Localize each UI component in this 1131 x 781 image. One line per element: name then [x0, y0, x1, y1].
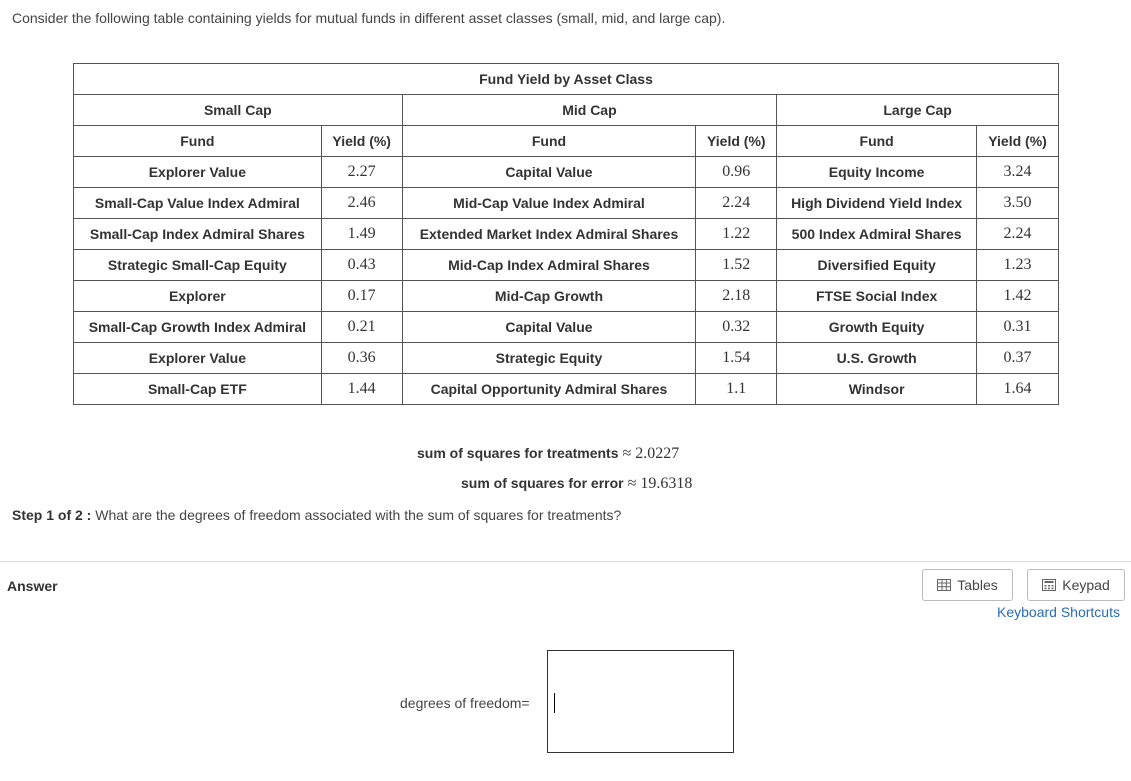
- sst-label: sum of squares for treatments: [417, 445, 619, 461]
- degrees-of-freedom-input[interactable]: [547, 650, 734, 753]
- group-header-mid-cap: Mid Cap: [402, 95, 777, 126]
- mid-cap-yield: 1.54: [696, 343, 777, 374]
- section-divider: [0, 561, 1131, 562]
- sst-statement: [417, 445, 679, 463]
- mid-cap-fund: Capital Opportunity Admiral Shares: [402, 374, 696, 405]
- large-cap-yield: 3.50: [977, 188, 1059, 219]
- large-cap-fund: High Dividend Yield Index: [777, 188, 977, 219]
- mid-cap-fund: Mid-Cap Value Index Admiral: [402, 188, 696, 219]
- small-cap-fund: Small-Cap ETF: [74, 374, 322, 405]
- degrees-of-freedom-label: degrees of freedom=: [400, 695, 530, 711]
- tables-button-label: Tables: [957, 577, 998, 593]
- large-cap-fund: 500 Index Admiral Shares: [777, 219, 977, 250]
- mid-cap-yield: 0.32: [696, 312, 777, 343]
- small-cap-yield: 0.43: [321, 250, 402, 281]
- mid-cap-yield: 2.24: [696, 188, 777, 219]
- step-prompt: [12, 507, 621, 523]
- small-cap-yield: 2.46: [321, 188, 402, 219]
- large-cap-yield: 2.24: [977, 219, 1059, 250]
- table-title: Fund Yield by Asset Class: [74, 64, 1059, 95]
- column-header-yield: Yield (%): [321, 126, 402, 157]
- table-row: [74, 281, 1059, 312]
- group-header-small-cap: Small Cap: [74, 95, 403, 126]
- mid-cap-fund: Strategic Equity: [402, 343, 696, 374]
- keypad-button-label: Keypad: [1062, 577, 1110, 593]
- mid-cap-yield: 1.22: [696, 219, 777, 250]
- mid-cap-fund: Capital Value: [402, 312, 696, 343]
- mid-cap-fund: Mid-Cap Growth: [402, 281, 696, 312]
- table-grid-icon: [937, 579, 951, 591]
- large-cap-yield: 1.23: [977, 250, 1059, 281]
- small-cap-fund: Small-Cap Value Index Admiral: [74, 188, 322, 219]
- mid-cap-fund: Extended Market Index Admiral Shares: [402, 219, 696, 250]
- table-row: [74, 374, 1059, 405]
- keyboard-shortcuts-link[interactable]: Keyboard Shortcuts: [997, 604, 1120, 620]
- column-header-fund: Fund: [74, 126, 322, 157]
- table-row: [74, 343, 1059, 374]
- large-cap-yield: 1.42: [977, 281, 1059, 312]
- table-row: [74, 157, 1059, 188]
- mid-cap-yield: 2.18: [696, 281, 777, 312]
- small-cap-fund: Small-Cap Index Admiral Shares: [74, 219, 322, 250]
- mid-cap-fund: Mid-Cap Index Admiral Shares: [402, 250, 696, 281]
- step-question: What are the degrees of freedom associated with the sum of squares for treatments?: [95, 507, 622, 523]
- column-header-yield: Yield (%): [696, 126, 777, 157]
- sst-value: ≈ 2.0227: [622, 445, 680, 462]
- small-cap-yield: 2.27: [321, 157, 402, 188]
- table-row: [74, 219, 1059, 250]
- question-text: Consider the following table containing yields for mutual funds in different asset classes (small, mid, and large cap).: [12, 10, 726, 26]
- small-cap-yield: 1.49: [321, 219, 402, 250]
- mid-cap-yield: 1.1: [696, 374, 777, 405]
- large-cap-fund: U.S. Growth: [777, 343, 977, 374]
- small-cap-fund: Explorer Value: [74, 343, 322, 374]
- text-caret: [554, 693, 555, 713]
- sse-label: sum of squares for error: [461, 475, 624, 491]
- mid-cap-yield: 1.52: [696, 250, 777, 281]
- small-cap-fund: Strategic Small-Cap Equity: [74, 250, 322, 281]
- table-row: [74, 312, 1059, 343]
- small-cap-yield: 0.17: [321, 281, 402, 312]
- keypad-button[interactable]: [1027, 569, 1125, 601]
- calculator-icon: [1042, 579, 1056, 591]
- sse-statement: [461, 475, 692, 493]
- sse-value: ≈ 19.6318: [627, 475, 693, 492]
- column-header-yield: Yield (%): [977, 126, 1059, 157]
- small-cap-fund: Explorer Value: [74, 157, 322, 188]
- large-cap-yield: 3.24: [977, 157, 1059, 188]
- small-cap-fund: Small-Cap Growth Index Admiral: [74, 312, 322, 343]
- answer-label: Answer: [7, 578, 58, 594]
- large-cap-yield: 0.31: [977, 312, 1059, 343]
- fund-yield-table: [73, 63, 1059, 405]
- step-number: Step 1 of 2 :: [12, 507, 92, 523]
- mid-cap-yield: 0.96: [696, 157, 777, 188]
- large-cap-yield: 1.64: [977, 374, 1059, 405]
- table-row: [74, 188, 1059, 219]
- large-cap-fund: FTSE Social Index: [777, 281, 977, 312]
- tables-button[interactable]: [922, 569, 1013, 601]
- column-header-fund: Fund: [402, 126, 696, 157]
- small-cap-yield: 1.44: [321, 374, 402, 405]
- small-cap-fund: Explorer: [74, 281, 322, 312]
- group-header-large-cap: Large Cap: [777, 95, 1059, 126]
- large-cap-fund: Growth Equity: [777, 312, 977, 343]
- table-row: [74, 250, 1059, 281]
- large-cap-fund: Windsor: [777, 374, 977, 405]
- large-cap-yield: 0.37: [977, 343, 1059, 374]
- mid-cap-fund: Capital Value: [402, 157, 696, 188]
- small-cap-yield: 0.36: [321, 343, 402, 374]
- column-header-fund: Fund: [777, 126, 977, 157]
- large-cap-fund: Diversified Equity: [777, 250, 977, 281]
- small-cap-yield: 0.21: [321, 312, 402, 343]
- large-cap-fund: Equity Income: [777, 157, 977, 188]
